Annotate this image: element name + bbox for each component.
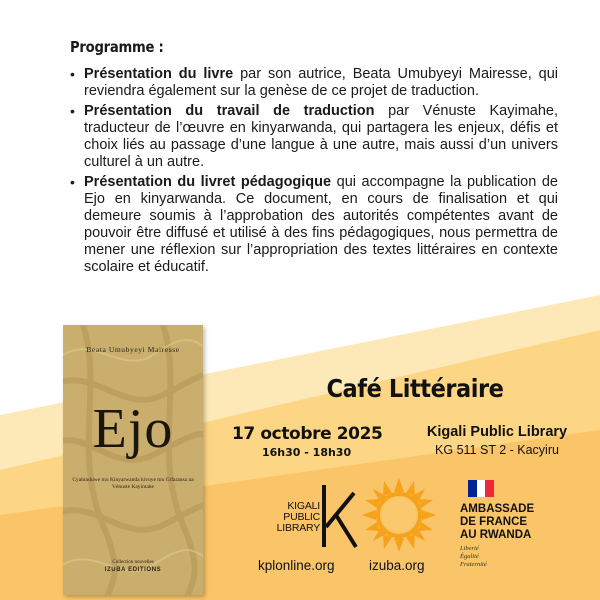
programme-item: [68, 66, 558, 100]
kpl-url-link[interactable]: kplonline.org: [258, 558, 335, 573]
izuba-url-link[interactable]: izuba.org: [369, 558, 425, 573]
item-text: qui accompagne la publication de Ejo en kinyarwanda. Ce document, en cours de finalisation et qui demeure soumis à l’approbation des autorités compétentes avant de pouvoir être diffusé et utilisé à des fins pédagogiques, nous permettra de mener une réflexion sur l’appropriation des textes littéraires en contexte scolaire et éducatif.: [84, 174, 558, 275]
ambassade-motto: [460, 545, 590, 569]
book-title: Ejo: [92, 398, 174, 460]
ambassade-line: AMBASSADE: [460, 503, 535, 515]
event-time: 16h30 - 18h30: [262, 446, 352, 459]
kpl-logo-line: LIBRARY: [276, 522, 320, 534]
event-date: 17 octobre 2025: [232, 424, 383, 444]
event-address: KG 511 ST 2 - Kacyiru: [435, 443, 559, 457]
programme-list: [68, 66, 558, 276]
kpl-k-icon: [250, 483, 360, 553]
ambassade-logo: [460, 480, 590, 569]
french-flag-icon: [468, 480, 494, 497]
sun-logo-icon: [362, 478, 436, 552]
event-title: Café Littéraire: [326, 374, 504, 403]
programme-section: [68, 38, 558, 279]
event-venue: Kigali Public Library: [426, 424, 568, 440]
book-cover: [63, 325, 203, 595]
kpl-logo-line: PUBLIC: [283, 511, 320, 523]
book-author: Beata Umubyeyi Mairesse: [86, 345, 180, 354]
book-collection: Collection nouvelles: [112, 560, 154, 565]
book-publisher: IZUBA EDITIONS: [104, 567, 162, 573]
ambassade-line: AU RWANDA: [460, 529, 532, 541]
item-text: par Vénuste Kayimahe, traducteur de l’œuvre en kinyarwanda, qui partagera les enjeux, défis et choix liés au passage d’une langue à une autre, mais aussi d’un univers culturel à un autre.: [84, 103, 558, 170]
book-subtitle: Cyahinduwe mu Kinyarwanda kivuye mu Gifaransa na Vénuste Kayimahe: [72, 477, 194, 490]
programme-item: [68, 174, 558, 276]
bullet-icon: •: [70, 66, 75, 82]
item-text: par son autrice, Beata Umubyeyi Mairesse, qui reviendra également sur la genèse de ce projet de traduction.: [84, 66, 558, 99]
item-bold: Présentation du livret pédagogique: [84, 174, 332, 190]
ambassade-line: DE FRANCE: [460, 516, 528, 528]
programme-heading: Programme :: [70, 38, 164, 56]
motto-line: Liberté: [460, 545, 479, 552]
ambassade-name: [460, 503, 590, 542]
programme-item: [68, 103, 558, 171]
bullet-icon: •: [70, 174, 75, 190]
item-bold: Présentation du livre: [84, 66, 234, 82]
item-bold: Présentation du travail de traduction: [84, 103, 375, 119]
motto-line: Fraternité: [460, 561, 487, 568]
kpl-logo-line: KIGALI: [287, 500, 320, 512]
motto-line: Égalité: [460, 553, 479, 560]
kpl-logo: [250, 483, 360, 553]
bullet-icon: •: [70, 103, 75, 119]
